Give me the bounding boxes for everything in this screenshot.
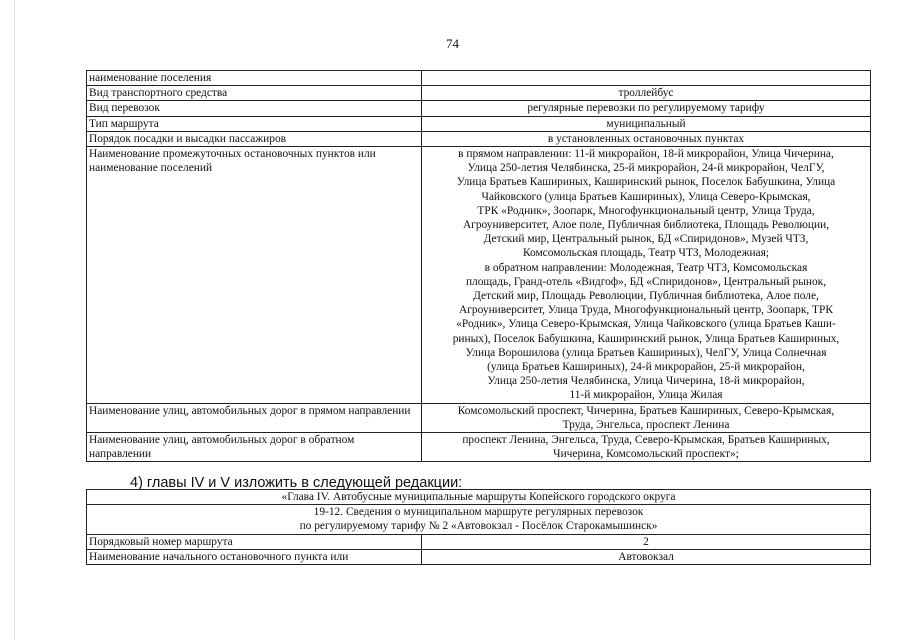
row-label: Наименование промежуточных остановочных пунктов или наименование поселений bbox=[87, 147, 422, 404]
route-details-table bbox=[86, 70, 871, 462]
table-row bbox=[87, 534, 871, 549]
text-line: проспект Ленина, Энгельса, Труда, Северо-Крымская, Братьев Кашириных, bbox=[462, 434, 830, 447]
text-line: Улица Ворошилова (улица Братьев Кашириных), ЧелГУ, Улица Солнечная bbox=[465, 346, 827, 359]
row-label: Тип маршрута bbox=[87, 116, 422, 131]
table-row bbox=[87, 86, 871, 101]
text-line: Улица 250-летия Челябинска, Улица Чичерина, 18-й микрорайон, bbox=[487, 375, 805, 388]
text-line: Труда, Энгельса, проспект Ленина bbox=[562, 418, 730, 431]
row-label: наименование поселения bbox=[87, 71, 422, 86]
text-line: в обратном направлении: Молодежная, Театр ЧТЗ, Комсомольская bbox=[484, 261, 808, 274]
row-value: Автовокзал bbox=[422, 549, 871, 564]
row-label: Наименование начального остановочного пункта или bbox=[87, 549, 422, 564]
text-line: Чичерина, Комсомольский проспект»; bbox=[553, 448, 739, 461]
table-row bbox=[87, 101, 871, 116]
table-row bbox=[87, 71, 871, 86]
text-line: 19-12. Сведения о муниципальном маршруте регулярных перевозок bbox=[313, 506, 644, 519]
row-value bbox=[422, 71, 871, 86]
row-value: троллейбус bbox=[422, 86, 871, 101]
text-line: по регулируемому тарифу № 2 «Автовокзал - Посёлок Старокамышинск» bbox=[299, 520, 658, 533]
row-label: Наименование улиц, автомобильных дорог в обратном направлении bbox=[87, 433, 422, 462]
row-value: в установленных остановочных пунктах bbox=[422, 131, 871, 146]
text-line: Агроуниверситет, Алое поле, Публичная библиотека, Площадь Революции, bbox=[462, 219, 830, 232]
text-line: Детский мир, Центральный рынок, БД «Спиридонов», Музей ЧТЗ, bbox=[483, 233, 809, 246]
row-value: муниципальный bbox=[422, 116, 871, 131]
text-line: 11-й микрорайон, Улица Жилая bbox=[569, 389, 723, 402]
text-line: Агроуниверситет, Улица Труда, Многофункциональный центр, Зоопарк, ТРК bbox=[459, 304, 833, 317]
text-line: риных), Поселок Бабушкина, Каширинский рынок, Улица Братьев Кашириных, bbox=[452, 332, 840, 345]
section-heading bbox=[87, 505, 871, 534]
table-row bbox=[87, 403, 871, 432]
table-row bbox=[87, 147, 871, 404]
amendment-paragraph: 4) главы IV и V изложить в следующей редакции: bbox=[130, 475, 463, 491]
row-label: Вид перевозок bbox=[87, 101, 422, 116]
text-line: «Родник», Улица Северо-Крымская, Улица Чайковского (улица Братьев Каши- bbox=[456, 318, 836, 331]
row-label: Порядковый номер маршрута bbox=[87, 534, 422, 549]
row-value: 2 bbox=[422, 534, 871, 549]
table-row bbox=[87, 433, 871, 462]
text-line: Комсомольский проспект, Чичерина, Братьев Кашириных, Северо-Крымская, bbox=[457, 404, 835, 417]
table-row bbox=[87, 505, 871, 534]
row-label: Наименование улиц, автомобильных дорог в прямом направлении bbox=[87, 403, 422, 432]
text-line: в прямом направлении: 11-й микрорайон, 18-й микрорайон, Улица Чичерина, bbox=[458, 148, 834, 161]
text-line: ТРК «Родник», Зоопарк, Многофункциональный центр, Улица Труда, bbox=[477, 204, 815, 217]
chapter-table bbox=[86, 489, 871, 565]
table-row bbox=[87, 116, 871, 131]
table-row bbox=[87, 549, 871, 564]
table-row bbox=[87, 131, 871, 146]
text-line: Улица Братьев Кашириных, Каширинский рынок, Поселок Бабушкина, Улица bbox=[456, 176, 836, 189]
forward-streets-cell bbox=[422, 403, 871, 432]
reverse-streets-cell bbox=[422, 433, 871, 462]
chapter-heading: «Глава IV. Автобусные муниципальные маршруты Копейского городского округа bbox=[87, 490, 871, 505]
table-row bbox=[87, 490, 871, 505]
text-line: Детский мир, Площадь Революции, Публичная библиотека, Алое поле, bbox=[473, 290, 819, 303]
text-line: Улица 250-летия Челябинска, 25-й микрорайон, 24-й микрорайон, ЧелГУ, bbox=[467, 162, 825, 175]
row-value: регулярные перевозки по регулируемому тарифу bbox=[422, 101, 871, 116]
text-line: площадь, Гранд-отель «Видгоф», БД «Спиридонов», Центральный рынок, bbox=[465, 275, 827, 288]
page-number: 74 bbox=[446, 36, 459, 51]
text-line: (улица Братьев Кашириных), 24-й микрорайон, 25-й микрорайон, bbox=[487, 361, 805, 374]
row-label: Порядок посадки и высадки пассажиров bbox=[87, 131, 422, 146]
text-line: Комсомольская площадь, Театр ЧТЗ, Молодежная; bbox=[522, 247, 770, 260]
scan-edge-line bbox=[14, 0, 15, 640]
row-label: Вид транспортного средства bbox=[87, 86, 422, 101]
text-line: Чайковского (улица Братьев Кашириных), Улица Северо-Крымская, bbox=[481, 190, 811, 203]
intermediate-stops-cell bbox=[422, 147, 871, 404]
